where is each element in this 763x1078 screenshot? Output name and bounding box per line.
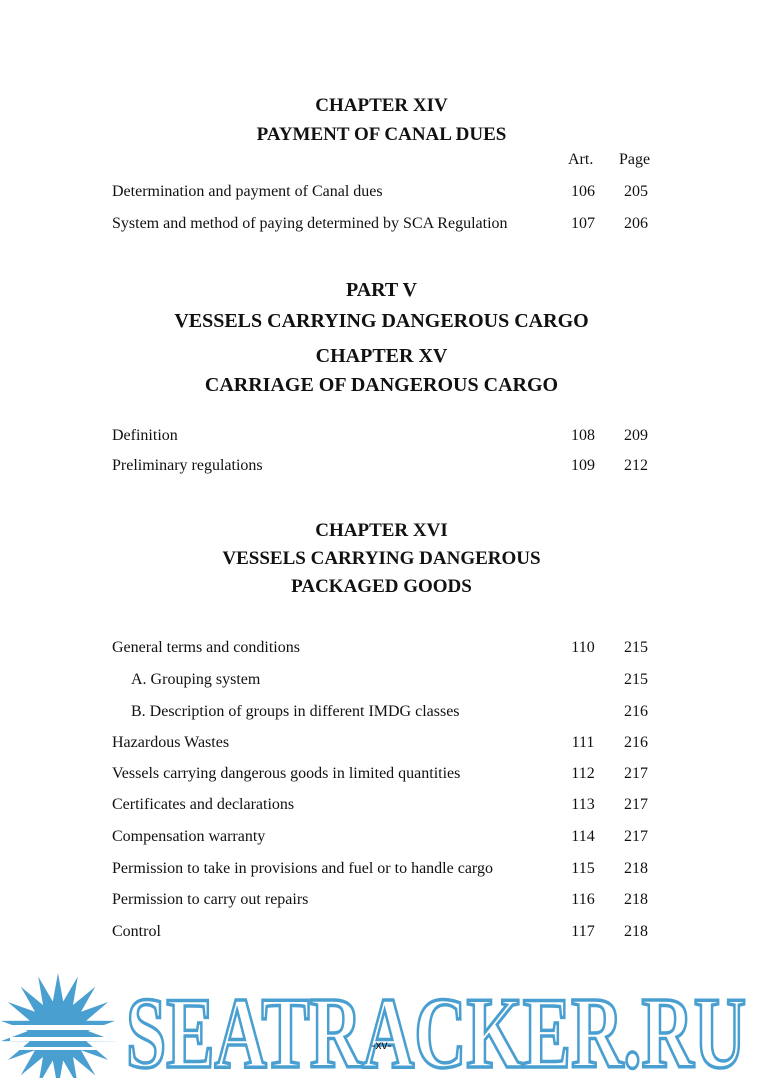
toc-entry-page: 218 bbox=[624, 923, 648, 940]
toc-entry-art: 117 bbox=[571, 923, 595, 940]
toc-entry-art: 113 bbox=[571, 796, 595, 813]
toc-entry-text: Definition bbox=[112, 427, 178, 444]
toc-entry-art: 108 bbox=[571, 427, 595, 444]
watermark-text: SEATRACKER.RU bbox=[126, 977, 746, 1078]
toc-entry-page: 205 bbox=[624, 183, 648, 200]
toc-entry-text: Permission to carry out repairs bbox=[112, 891, 309, 908]
toc-entry[interactable] bbox=[112, 455, 657, 477]
toc-entry-text: Hazardous Wastes bbox=[112, 734, 230, 751]
toc-entry-art: 114 bbox=[571, 828, 595, 845]
chapter-16-subtitle-line1: VESSELS CARRYING DANGEROUS bbox=[222, 548, 541, 569]
toc-entry-art: 115 bbox=[571, 860, 595, 877]
chapter-16-title: CHAPTER XVI bbox=[315, 520, 448, 541]
part-5-title: PART V bbox=[346, 279, 417, 301]
toc-entry-text: Control bbox=[112, 923, 161, 940]
toc-entry-art: 107 bbox=[571, 215, 595, 232]
toc-entry[interactable] bbox=[112, 858, 657, 880]
toc-entry-text: Permission to take in provisions and fuel or to handle cargo bbox=[112, 860, 493, 877]
toc-entry-text: Compensation warranty bbox=[112, 828, 266, 845]
toc-entry[interactable] bbox=[112, 425, 657, 447]
toc-entry[interactable] bbox=[112, 794, 657, 816]
toc-entry[interactable] bbox=[112, 637, 657, 659]
toc-entry-text: B. Description of groups in different IMDG classes bbox=[131, 703, 460, 720]
toc-entry-page: 215 bbox=[624, 639, 648, 656]
toc-entry[interactable] bbox=[112, 826, 657, 848]
sun-logo-icon bbox=[1, 973, 118, 1078]
toc-entry-art: 106 bbox=[571, 183, 595, 200]
toc-entry-page: 218 bbox=[624, 860, 648, 877]
toc-entry-art: 110 bbox=[571, 639, 595, 656]
page-number: -xv- bbox=[371, 1038, 392, 1052]
toc-entry-page: 209 bbox=[624, 427, 648, 444]
chapter-15-title: CHAPTER XV bbox=[315, 345, 448, 367]
toc-entry-page: 216 bbox=[624, 703, 648, 720]
toc-entry-text: Certificates and declarations bbox=[112, 796, 295, 813]
toc-entry-page: 217 bbox=[624, 765, 648, 782]
toc-entry-art: 112 bbox=[571, 765, 595, 782]
chapter-14-title: CHAPTER XIV bbox=[315, 95, 448, 116]
toc-subentry[interactable] bbox=[112, 701, 657, 723]
toc-entry-page: 218 bbox=[624, 891, 648, 908]
toc-entry[interactable] bbox=[112, 921, 657, 943]
toc-entry-page: 206 bbox=[624, 215, 648, 232]
toc-entry-page: 217 bbox=[624, 828, 648, 845]
toc-entry[interactable] bbox=[112, 181, 657, 203]
toc-entry-text: Determination and payment of Canal dues bbox=[112, 183, 383, 200]
toc-entry-page: 216 bbox=[624, 734, 648, 751]
toc-entry-page: 212 bbox=[624, 457, 648, 474]
toc-entry-text: System and method of paying determined by SCA Regulation bbox=[112, 215, 508, 232]
toc-subentry[interactable] bbox=[112, 669, 657, 691]
chapter-15-subtitle: CARRIAGE OF DANGEROUS CARGO bbox=[204, 374, 559, 396]
toc-entry-text: General terms and conditions bbox=[112, 639, 300, 656]
toc-entry[interactable] bbox=[112, 213, 657, 235]
toc-entry-text: Vessels carrying dangerous goods in limited quantities bbox=[112, 765, 461, 782]
toc-entry-text: A. Grouping system bbox=[131, 671, 261, 688]
toc-entry-page: 217 bbox=[624, 796, 648, 813]
column-header-page: Page bbox=[619, 151, 651, 168]
part-5-subtitle: VESSELS CARRYING DANGEROUS CARGO bbox=[174, 310, 589, 332]
chapter-14-subtitle: PAYMENT OF CANAL DUES bbox=[256, 124, 507, 145]
toc-entry-text: Preliminary regulations bbox=[112, 457, 263, 474]
chapter-16-subtitle-line2: PACKAGED GOODS bbox=[291, 576, 472, 597]
toc-entry-art: 116 bbox=[571, 891, 595, 908]
toc-entry-page: 215 bbox=[624, 671, 648, 688]
toc-entry-art: 111 bbox=[571, 734, 595, 751]
toc-entry-art: 109 bbox=[571, 457, 595, 474]
column-header-art: Art. bbox=[568, 151, 594, 168]
toc-entry[interactable] bbox=[112, 732, 657, 754]
watermark bbox=[0, 955, 763, 1078]
toc-entry[interactable] bbox=[112, 763, 657, 785]
toc-entry[interactable] bbox=[112, 889, 657, 911]
